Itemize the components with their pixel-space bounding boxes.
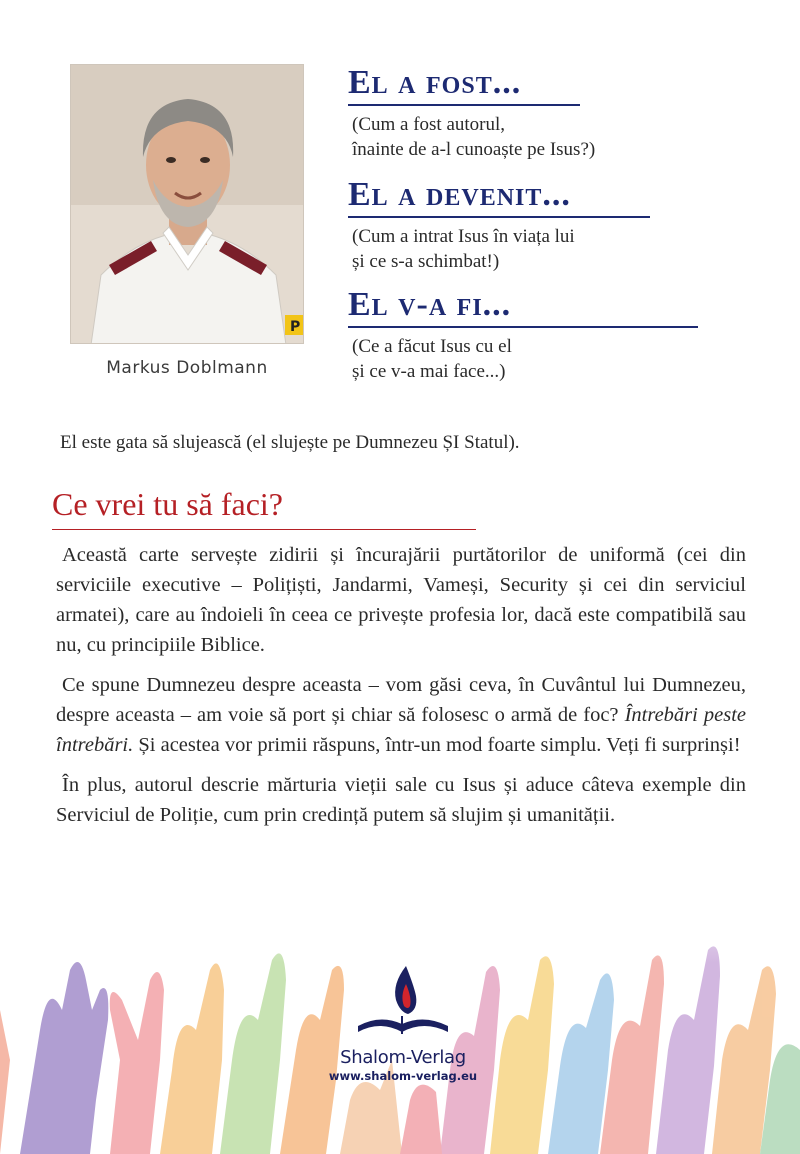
publisher-name: Shalom-Verlag (340, 1047, 466, 1068)
paragraph-2-end: Și acestea vor primii răspuns, într-un mod foarte simplu. Veți fi surprinși! (133, 734, 741, 756)
author-photo-illustration (71, 65, 304, 344)
subtitle-line: și ce v-a mai face...) (352, 361, 506, 382)
paragraph-1: Această carte servește zidirii și încurajării purtătorilor de uniformă (cei din serviciile executive – Polițiști, Jandarmi, Vameși, Security și cei din serviciul armatei), care au îndoieli în ceea ce privește profesia lor, dacă este compatibilă sau nu, cu principiile Biblice. (56, 544, 746, 656)
intro-sentence: El este gata să slujească (el slujește pe Dumnezeu ȘI Statul). (60, 432, 520, 453)
paragraph-2-italic: Întrebări peste întrebări. (56, 704, 746, 756)
subtitle-line: (Cum a fost autorul, (352, 114, 506, 135)
author-portrait (70, 64, 304, 344)
publisher-logo (318, 962, 488, 1083)
question-block-1 (348, 66, 595, 162)
publisher-url[interactable]: www.shalom-verlag.eu (328, 1069, 478, 1083)
question-subtitle (352, 334, 698, 384)
question-title: El a fost... (348, 66, 580, 106)
question-subtitle (352, 112, 595, 162)
svg-text:P: P (290, 319, 301, 335)
question-block-2 (348, 178, 650, 274)
paragraph-2 (56, 670, 746, 760)
question-block-3 (348, 288, 698, 384)
paragraph-2-start: Ce spune Dumnezeu despre aceasta – vom găsi ceva, în Cuvântul lui Dumnezeu, despre aceasta – am voie să port și chiar să folosesc o armă de foc? (56, 674, 746, 726)
question-title: El v-a fi... (348, 288, 698, 328)
subtitle-line: (Ce a făcut Isus cu el (352, 336, 512, 357)
section-title: Ce vrei tu să faci? (52, 486, 476, 530)
flame-book-icon (348, 962, 458, 1042)
author-name: Markus Doblmann (106, 358, 268, 378)
question-subtitle (352, 224, 650, 274)
subtitle-line: (Cum a intrat Isus în viața lui (352, 226, 575, 247)
subtitle-line: înainte de a-l cunoaște pe Isus?) (352, 139, 596, 160)
subtitle-line: și ce s-a schimbat!) (352, 251, 500, 272)
paragraph-3: În plus, autorul descrie mărturia vieții sale cu Isus și aduce câteva exemple din Serviciul de Poliție, cum prin credință putem să slujim și umanității. (56, 774, 746, 826)
body-text (56, 540, 746, 840)
question-title: El a devenit... (348, 178, 650, 218)
